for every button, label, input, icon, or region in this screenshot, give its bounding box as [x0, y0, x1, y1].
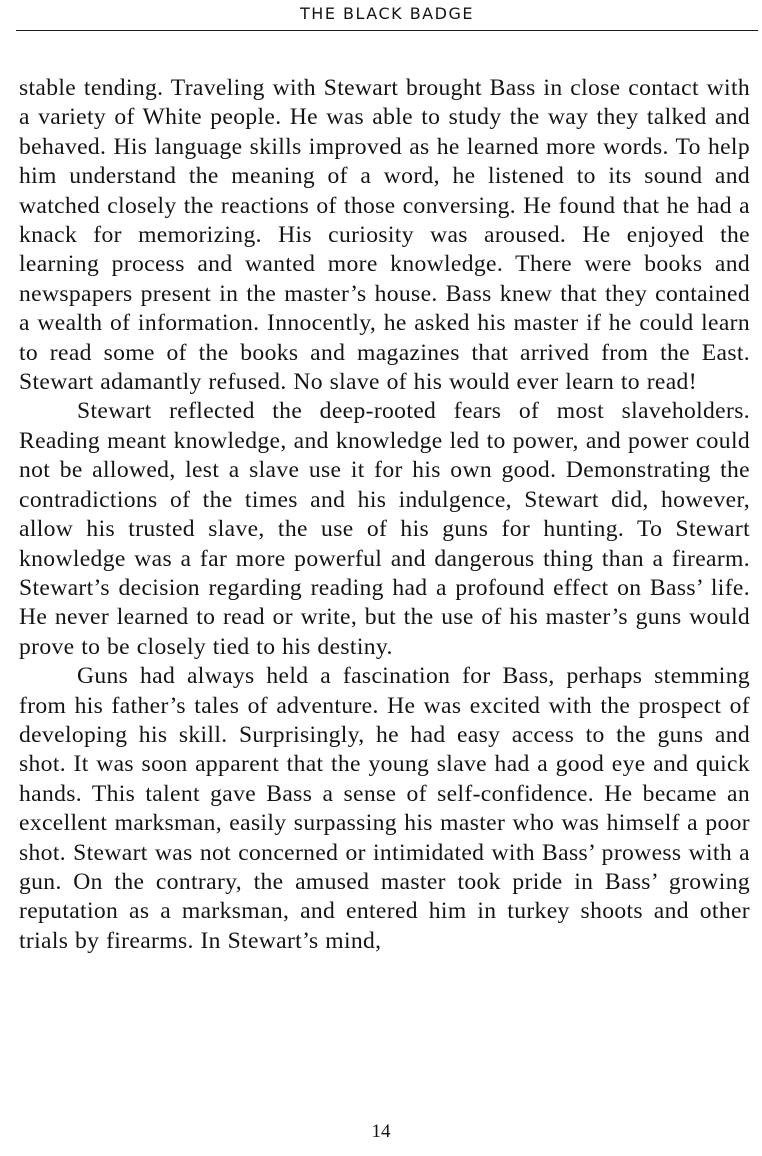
body-text [19, 74, 750, 956]
running-head: THE BLACK BADGE [16, 4, 758, 31]
page-number: 14 [371, 1121, 391, 1142]
paragraph: Stewart reflected the deep-rooted fears of most slaveholders. Reading meant knowledge, and knowledge led to power, and power could not be allowed, lest a slave use it for his own good. Demonstrating the contradictions of the times and his indulgence, Stewart did, however, allow his trusted slave, the use of his guns for hunting. To Stewart knowledge was a far more powerful and dangerous thing than a firearm. Stewart’s decision regarding reading had a profound effect on Bass’ life. He never learned to read or write, but the use of his master’s guns would prove to be closely tied to his destiny. [19, 398, 750, 660]
paragraph: Guns had always held a fascination for Bass, perhaps stemming from his father’s tales of adventure. He was excited with the prospect of developing his skill. Surprisingly, he had easy access to the guns and shot. It was soon apparent that the young slave had a good eye and quick hands. This talent gave Bass a sense of self-confidence. He became an excellent marksman, easily surpassing his master who was himself a poor shot. Stewart was not concerned or intimidated with Bass’ prowess with a gun. On the contrary, the amused master took pride in Bass’ growing reputation as a marksman, and entered him in turkey shoots and other trials by firearms. In Stewart’s mind, [19, 663, 750, 954]
paragraph: stable tending. Traveling with Stewart brought Bass in close contact with a variety of White people. He was able to study the way they talked and behaved. His language skills improved as he learned more words. To help him understand the meaning of a word, he listened to its sound and watched closely the reactions of those conversing. He found that he had a knack for memorizing. His curiosity was aroused. He enjoyed the learning process and wanted more knowledge. There were books and newspapers present in the master’s house. Bass knew that they contained a wealth of information. Innocently, he asked his master if he could learn to read some of the books and magazines that arrived from the East. Stewart adamantly refused. No slave of his would ever learn to read! [19, 75, 750, 396]
